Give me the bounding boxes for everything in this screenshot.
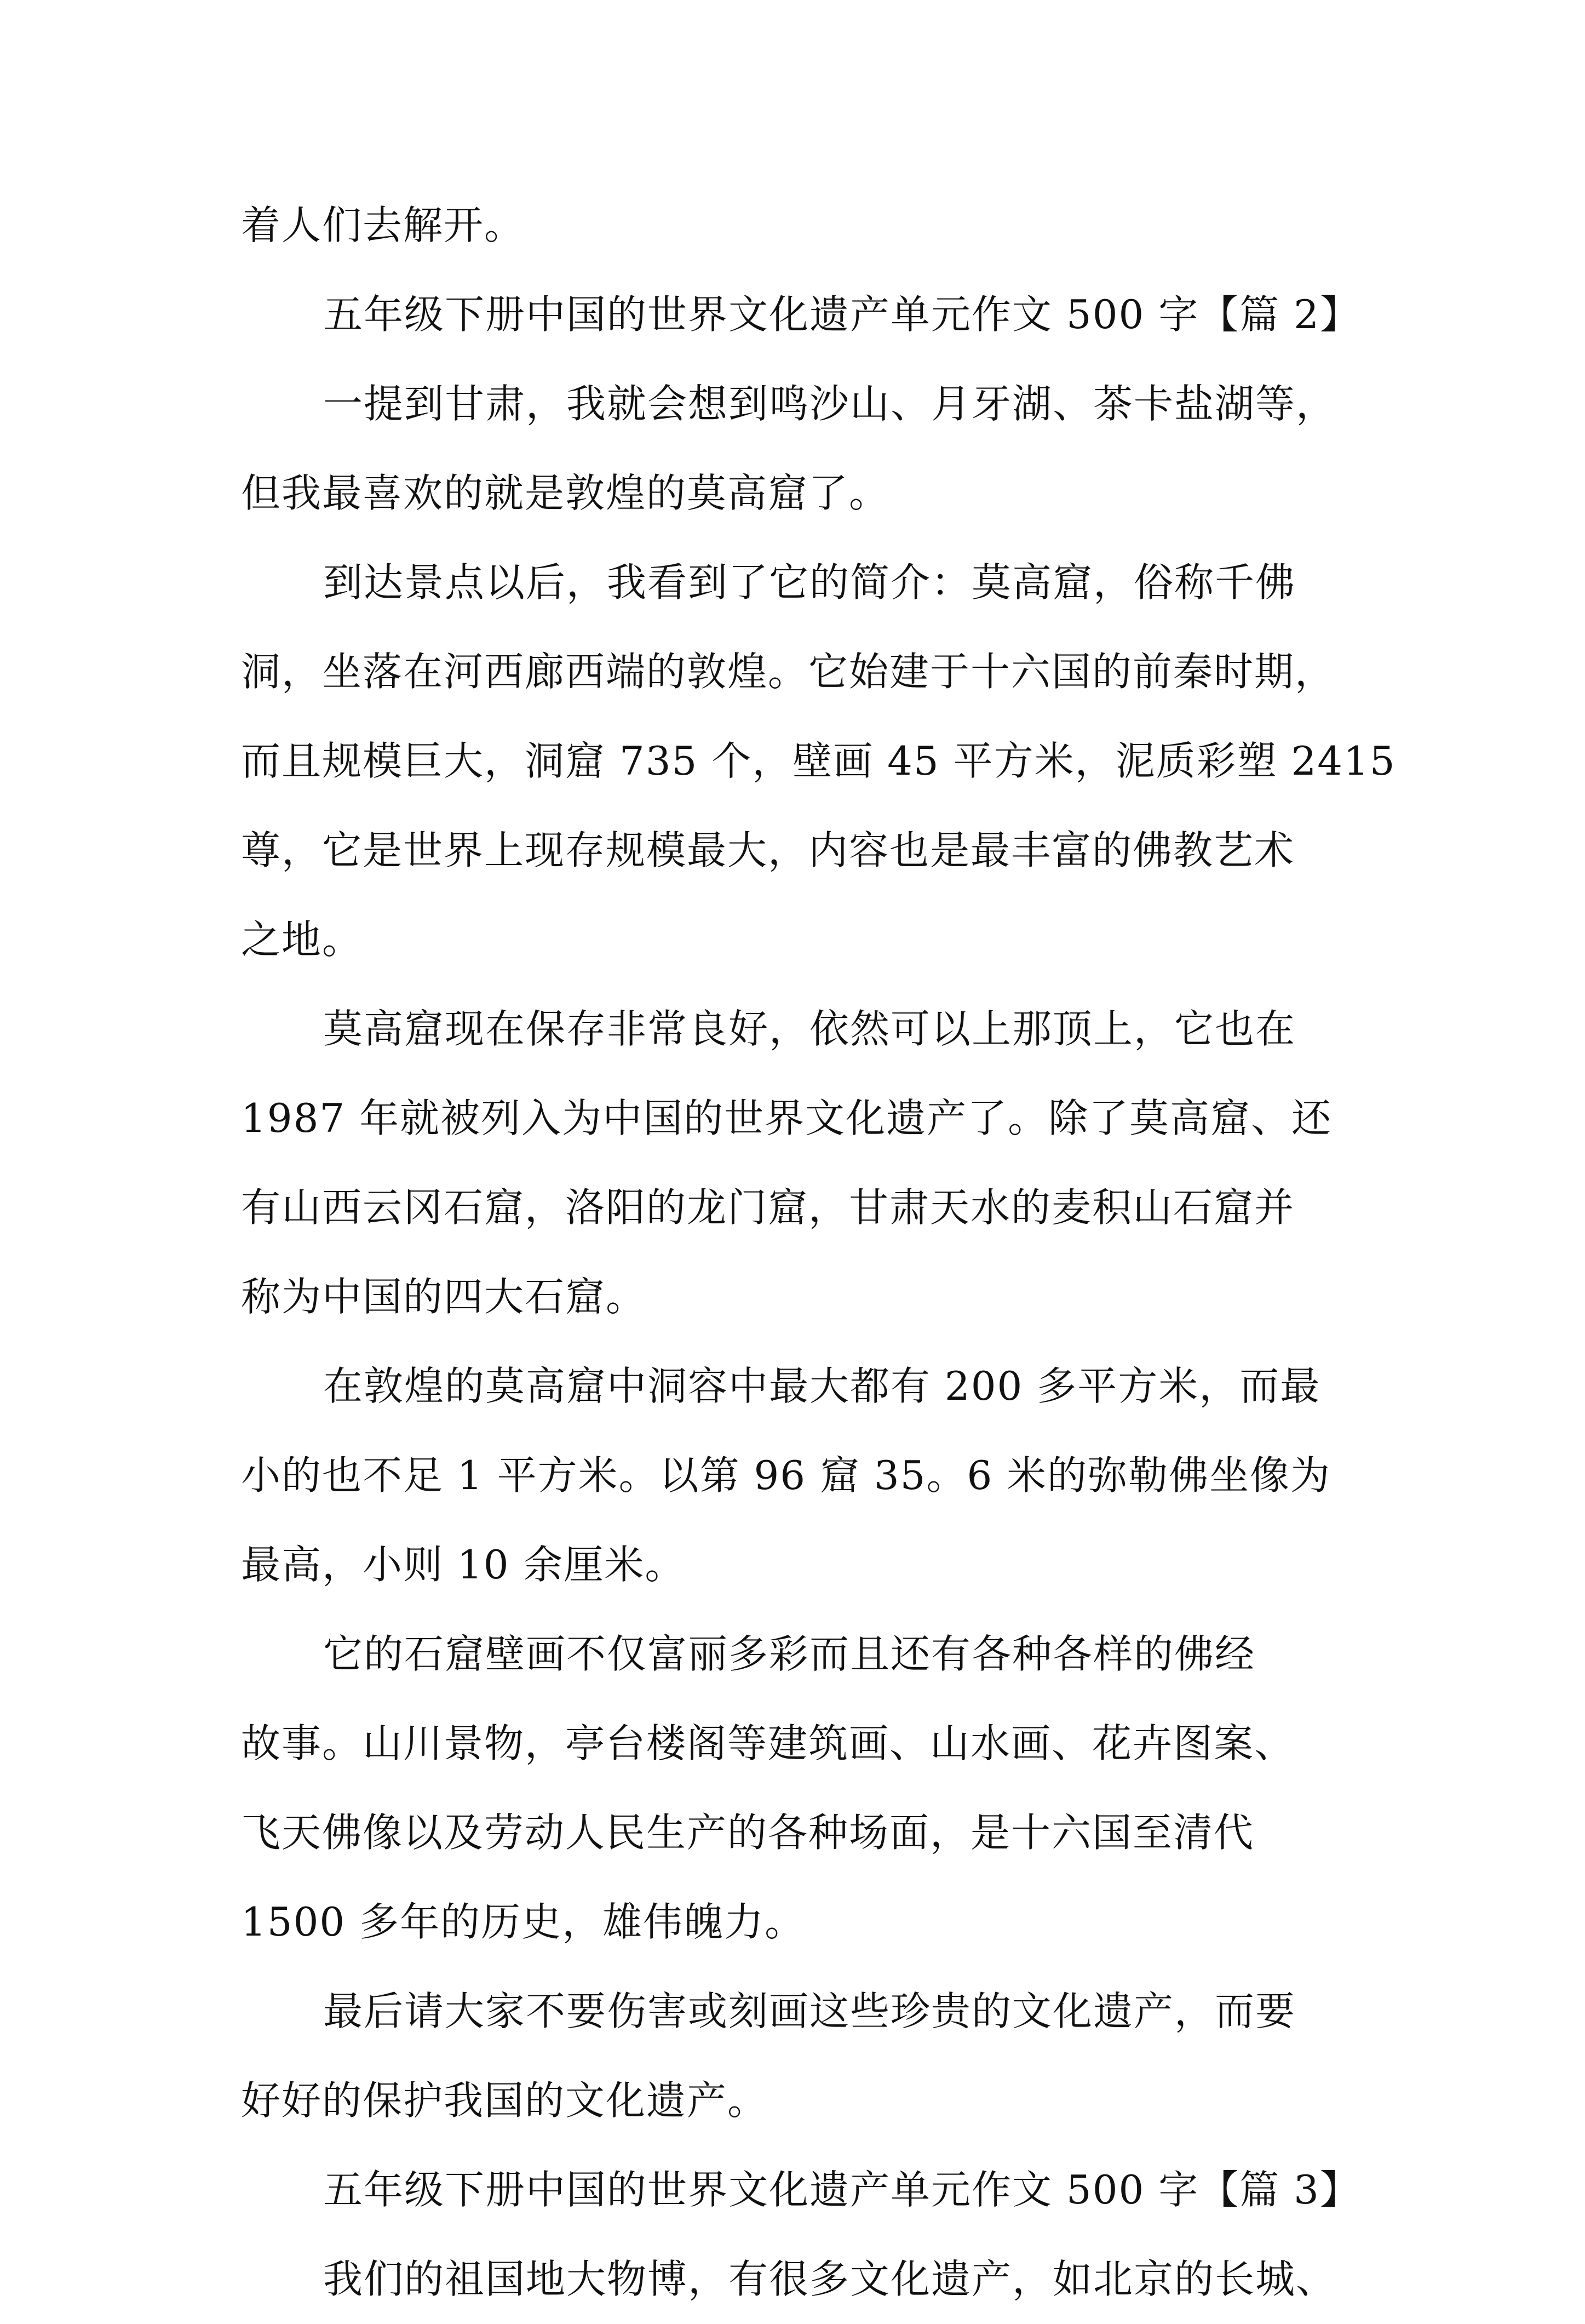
text-line: 1987 年就被列入为中国的世界文化遗产了。除了莫高窟、还 xyxy=(241,1095,1333,1141)
text-line: 着人们去解开。 xyxy=(241,202,525,248)
text-line: 莫高窟现在保存非常良好，依然可以上那顶上，它也在 xyxy=(323,1006,1296,1052)
text-line: 我们的祖国地大物博，有很多文化遗产，如北京的长城、 xyxy=(323,2256,1337,2302)
text-line: 洞，坐落在河西廊西端的敦煌。它始建于十六国的前秦时期， xyxy=(241,649,1336,695)
essay-text xyxy=(241,181,1396,2324)
text-line: 飞天佛像以及劳动人民生产的各种场面，是十六国至清代 xyxy=(241,1810,1255,1856)
text-line: 之地。 xyxy=(241,917,363,963)
text-line: 尊，它是世界上现存规模最大，内容也是最丰富的佛教艺术 xyxy=(241,827,1295,873)
text-line: 称为中国的四大石窟。 xyxy=(241,1274,647,1320)
section-heading: 五年级下册中国的世界文化遗产单元作文 500 字【篇 2】 xyxy=(323,291,1360,337)
text-line: 最高，小则 10 余厘米。 xyxy=(241,1542,686,1588)
text-line: 而且规模巨大，洞窟 735 个，壁画 45 平方米，泥质彩塑 2415 xyxy=(241,738,1396,784)
text-line: 最后请大家不要伤害或刻画这些珍贵的文化遗产，而要 xyxy=(323,1988,1296,2034)
text-line: 故事。山川景物，亭台楼阁等建筑画、山水画、花卉图案、 xyxy=(241,1720,1295,1766)
text-line: 但我最喜欢的就是敦煌的莫高窟了。 xyxy=(241,470,890,516)
text-line: 1500 多年的历史，雄伟魄力。 xyxy=(241,1899,806,1945)
text-line: 小的也不足 1 平方米。以第 96 窟 35。6 米的弥勒佛坐像为 xyxy=(241,1452,1331,1498)
section-heading: 五年级下册中国的世界文化遗产单元作文 500 字【篇 3】 xyxy=(323,2167,1360,2213)
text-line: 在敦煌的莫高窟中洞容中最大都有 200 多平方米，而最 xyxy=(323,1363,1321,1409)
text-line: 到达景点以后，我看到了它的简介：莫高窟，俗称千佛 xyxy=(323,559,1296,605)
text-line: 一提到甘肃，我就会想到鸣沙山、月牙湖、茶卡盐湖等， xyxy=(323,381,1337,427)
text-line: 有山西云冈石窟，洛阳的龙门窟，甘肃天水的麦积山石窟并 xyxy=(241,1184,1295,1230)
text-line: 好好的保护我国的文化遗产。 xyxy=(241,2077,768,2123)
text-line: 它的石窟壁画不仅富丽多彩而且还有各种各样的佛经 xyxy=(323,1631,1256,1677)
